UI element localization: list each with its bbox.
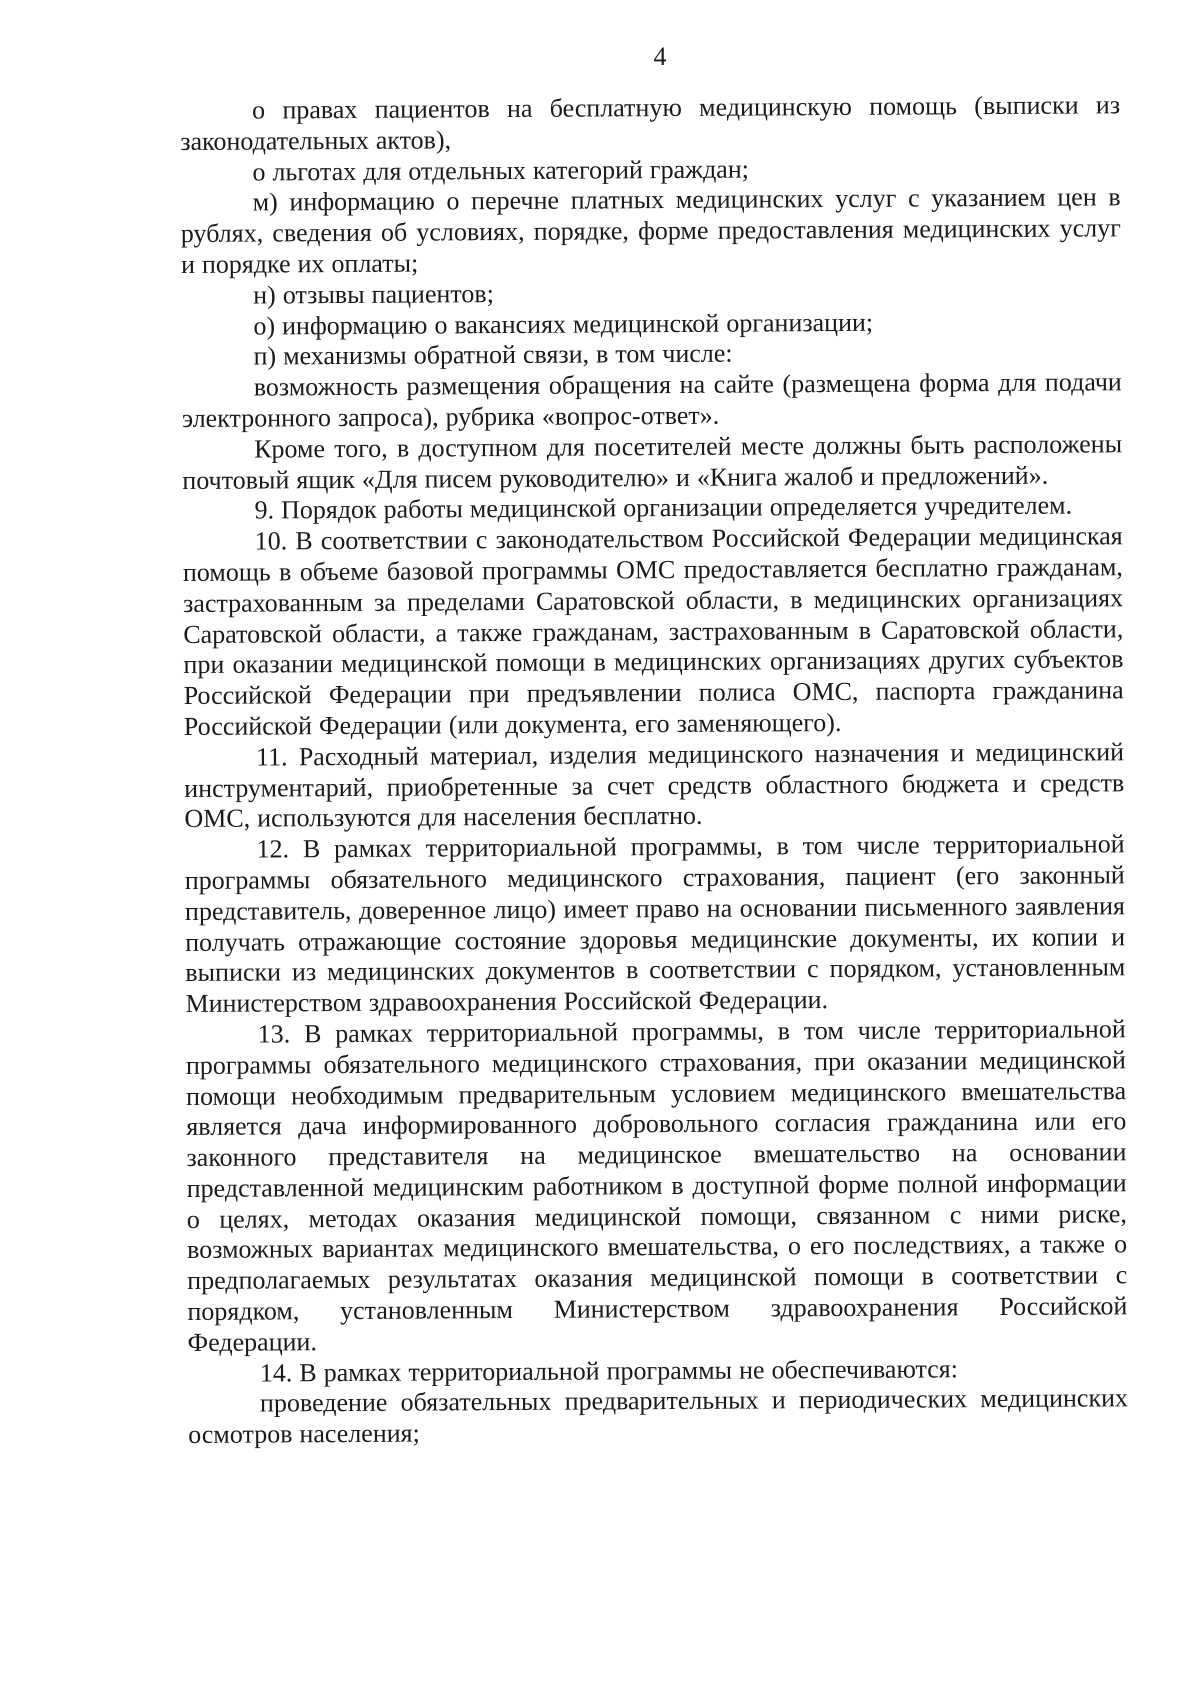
document-body: [180, 90, 1128, 1451]
paragraph-section-14: 14. В рамках территориальной программы не обеспечиваются:: [259, 1353, 958, 1388]
paragraph-item-n: н) отзывы пациентов;: [253, 278, 494, 310]
paragraph-section-9: 9. Порядок работы медицинской организации определяется учредителем.: [254, 490, 1073, 525]
paragraph-medical-checkups: проведение обязательных предварительных и периодических медицинских осмотров населения;: [188, 1383, 1129, 1450]
paragraph-section-13: 13. В рамках территориальной программы, в том числе территориальной программы обязательного медицинского страхования, при оказании медицинской помощи необходимым предварительным условием медицинского вмешательства является дача информированного добровольного согласия гражданина или его законного представителя на медицинское вмешательство на основании представленной медицинским работником в доступной форме полной информации о целях, методах оказания медицинской помощи, связанном с ними риске, возможных вариантах медицинского вмешательства, о его последствиях, а также о предполагаемых результатах оказания медицинской помощи в соответствии с порядком, установленным Министерством здравоохранения Российской Федерации.: [185, 1014, 1128, 1357]
paragraph-patient-rights: о правах пациентов на бесплатную медицинскую помощь (выписки из законодательных актов),: [180, 90, 1121, 156]
page-number: 4: [653, 42, 667, 71]
paragraph-item-p: п) механизмы обратной связи, в том числе:: [253, 339, 733, 371]
paragraph-mailbox: Кроме того, в доступном для посетителей месте должны быть расположены почтовый ящик «Для писем руководителю» и «Книга жалоб и предложений».: [182, 429, 1123, 495]
paragraph-item-m: м) информацию о перечне платных медицинских услуг с указанием цен в рублях, сведения об условиях, порядке, форме предоставления медицинских услуг и порядке их оплаты;: [180, 182, 1121, 279]
paragraph-section-10: 10. В соответствии с законодательством Российской Федерации медицинская помощь в объеме базовой программы ОМС предоставляется бесплатно гражданам, застрахованным за пределами Саратовской области, в медицинских организациях Саратовской области, а также гражданам, застрахованным в Саратовской области, при оказании медицинской помощи в медицинских организациях других субъектов Российской Федерации при предъявлении полиса ОМС, паспорта гражданина Российской Федерации (или документа, его заменяющего).: [182, 521, 1124, 741]
paragraph-section-12: 12. В рамках территориальной программы, в том числе территориальной программы обязательного медицинского страхования, пациент (его законный представитель, доверенное лицо) имеет право на основании письменного заявления получать отражающие состояние здоровья медицинские документы, их копии и выписки из медицинских документов в соответствии с порядком, установленным Министерством здравоохранения Российской Федерации.: [184, 829, 1126, 1019]
paragraph-section-11: 11. Расходный материал, изделия медицинского назначения и медицинский инструментарий, приобретенные за счет средств областного бюджета и средств ОМС, используются для населения бесплатно.: [184, 736, 1125, 834]
paragraph-item-o: о) информацию о вакансиях медицинской организации;: [253, 307, 874, 341]
paragraph-benefits: о льготах для отдельных категорий граждан;: [252, 154, 750, 187]
paragraph-feedback-form: возможность размещения обращения на сайте (размещена форма для подачи электронного запроса), рубрика «вопрос-ответ».: [181, 367, 1122, 433]
